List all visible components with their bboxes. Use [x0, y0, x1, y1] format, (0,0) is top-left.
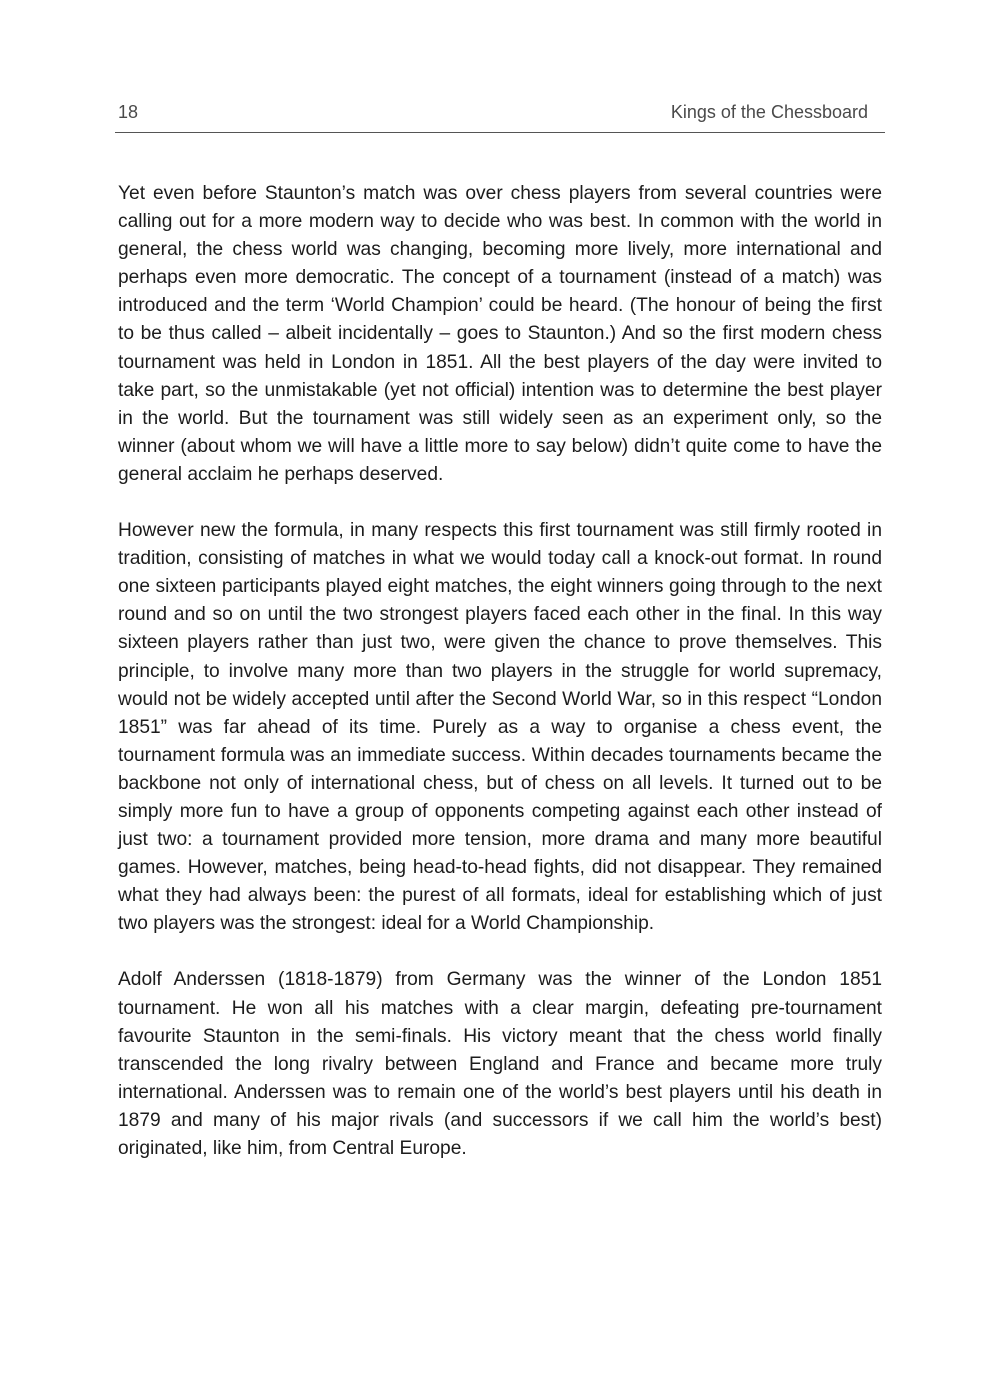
- paragraph-1: Yet even before Staunton’s match was over chess players from several countries were calling out for a more modern way to decide who was best. In common with the world in general, the chess world was changing, becoming more lively, more international and perhaps even more democratic. The concept of a tournament (instead of a match) was introduced and the term ‘World Champion’ could be heard. (The honour of being the first to be thus called – albeit incidentally – goes to Staunton.) And so the first modern chess tournament was held in London in 1851. All the best players of the day were invited to take part, so the unmistakable (yet not official) intention was to determine the best player in the world. But the tournament was still widely seen as an experiment only, so the winner (about whom we will have a little more to say below) didn’t quite come to have the general acclaim he perhaps deserved.: [118, 183, 882, 485]
- paragraph-2: However new the formula, in many respects this first tournament was still firmly rooted in tradition, consisting of matches in what we would today call a knock-out format. In round one sixteen participants played eight matches, the eight winners going through to the next round and so on until the two strongest players faced each other in the final. In this way sixteen players rather than just two, were given the chance to prove themselves. This principle, to involve many more than two players in the struggle for world supremacy, would not be widely accepted until after the Second World War, so in this respect “London 1851” was far ahead of its time. Purely as a way to organise a chess event, the tournament formula was an immediate success. Within decades tournaments became the backbone not only of international chess, but of chess on all levels. It turned out to be simply more fun to have a group of opponents competing against each other instead of just two: a tournament provided more tension, more drama and many more beautiful games. However, matches, being head-to-head fights, did not disappear. They remained what they had always been: the purest of all formats, ideal for establishing which of just two players was the strongest: ideal for a World Championship.: [118, 520, 882, 935]
- body-text: [118, 180, 882, 1191]
- paragraph-3: Adolf Anderssen (1818-1879) from Germany was the winner of the London 1851 tournament. He won all his matches with a clear margin, defeating pre-tournament favourite Staunton in the semi-finals. His victory meant that the chess world finally transcended the long rivalry between England and France and became more truly international. Anderssen was to remain one of the world’s best players until his death in 1879 and many of his major rivals (and successors if we call him the world’s best) originated, like him, from Central Europe.: [118, 969, 882, 1159]
- page-number: 18: [118, 102, 139, 122]
- running-header: [115, 100, 885, 133]
- running-title: Kings of the Chessboard: [670, 102, 868, 122]
